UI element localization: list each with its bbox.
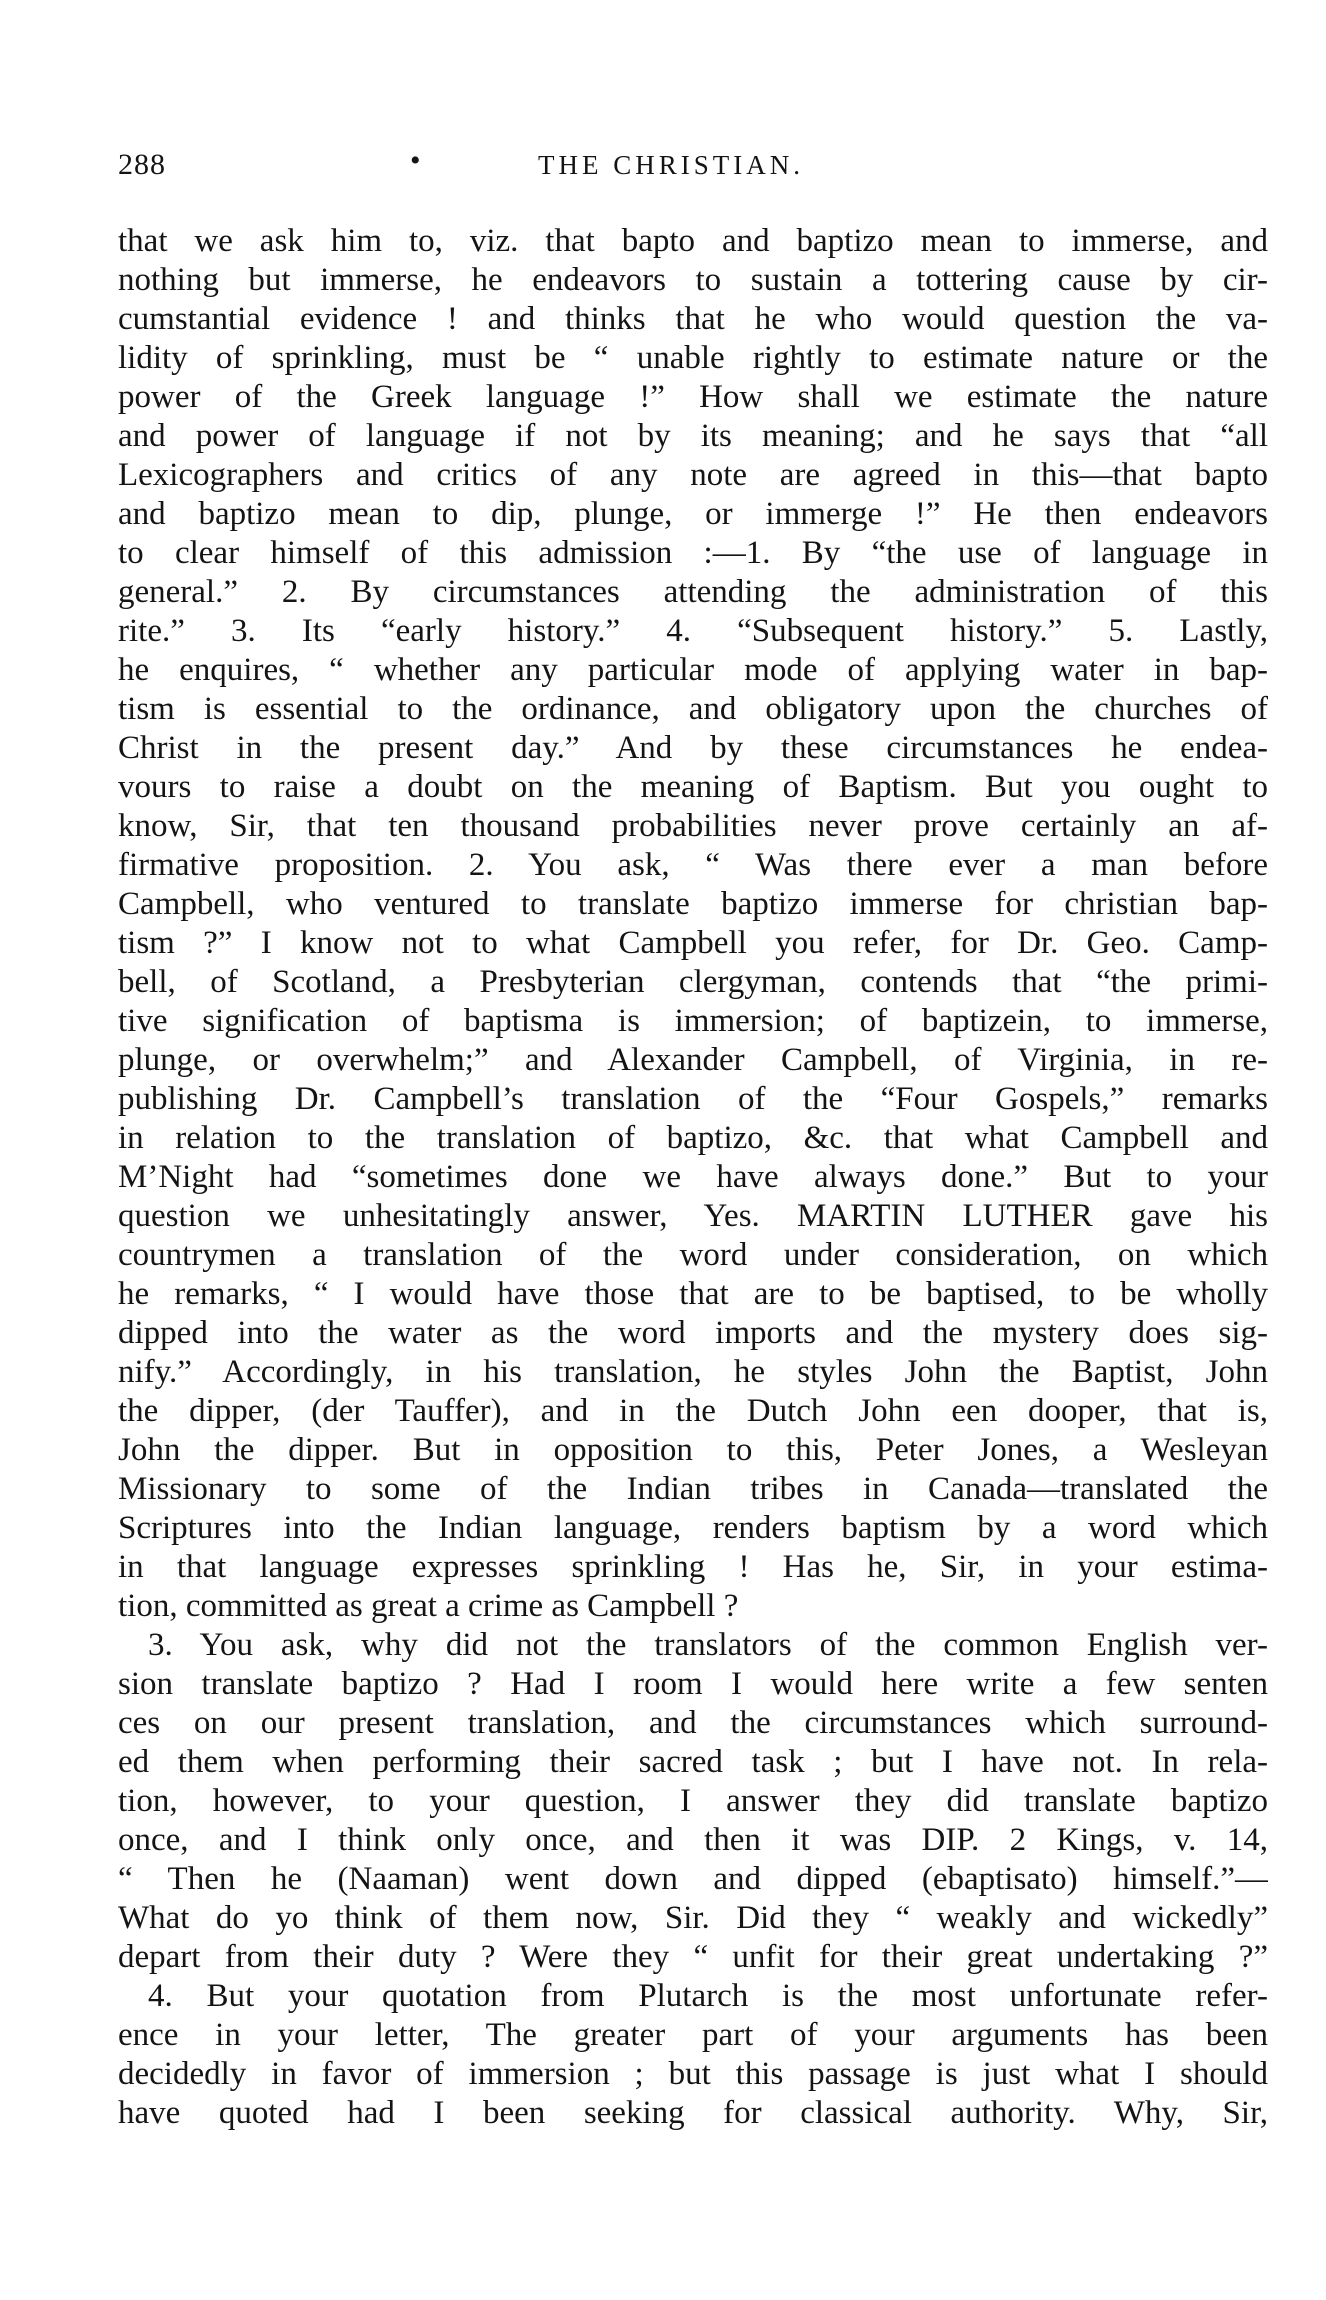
text-line: general.” 2. By circumstances attending the administration of this: [118, 574, 1268, 610]
page-header: [118, 144, 1268, 188]
text-line: he remarks, “ I would have those that are to be baptised, to be wholly: [118, 1276, 1268, 1312]
text-line: Missionary to some of the Indian tribes in Canada—translated the: [118, 1471, 1268, 1507]
text-line: Scriptures into the Indian language, renders baptism by a word which: [118, 1510, 1268, 1546]
header-separator: •: [410, 144, 421, 177]
text-line: that we ask him to, viz. that bapto and baptizo mean to immerse, and: [118, 223, 1268, 259]
text-line: What do yo think of them now, Sir. Did they “ weakly and wickedly”: [118, 1900, 1268, 1936]
running-head: THE CHRISTIAN.: [538, 150, 804, 180]
text-line: John the dipper. But in opposition to this, Peter Jones, a Wesleyan: [118, 1432, 1268, 1468]
text-line: sion translate baptizo ? Had I room I would here write a few senten: [118, 1666, 1268, 1702]
text-line: nify.” Accordingly, in his translation, he styles John the Baptist, John: [118, 1354, 1268, 1390]
text-line: dipped into the water as the word imports and the mystery does sig-: [118, 1315, 1268, 1351]
text-line: Campbell, who ventured to translate baptizo immerse for christian bap-: [118, 886, 1268, 922]
text-line: power of the Greek language !” How shall we estimate the nature: [118, 379, 1268, 415]
body-text: [118, 222, 1268, 2133]
text-line: countrymen a translation of the word under consideration, on which: [118, 1237, 1268, 1273]
paragraph-start-line: 3. You ask, why did not the translators of the common English ver-: [148, 1627, 1268, 1663]
text-line: tism is essential to the ordinance, and obligatory upon the churches of: [118, 691, 1268, 727]
text-line: tism ?” I know not to what Campbell you refer, for Dr. Geo. Camp-: [118, 925, 1268, 961]
text-line: nothing but immerse, he endeavors to sustain a tottering cause by cir-: [118, 262, 1268, 298]
text-line: plunge, or overwhelm;” and Alexander Campbell, of Virginia, in re-: [118, 1042, 1268, 1078]
page-number: 288: [118, 148, 166, 181]
text-line: decidedly in favor of immersion ; but this passage is just what I should: [118, 2056, 1268, 2092]
text-line: publishing Dr. Campbell’s translation of the “Four Gospels,” remarks: [118, 1081, 1268, 1117]
text-line: lidity of sprinkling, must be “ unable rightly to estimate nature or the: [118, 340, 1268, 376]
text-line: and baptizo mean to dip, plunge, or immerge !” He then endeavors: [118, 496, 1268, 532]
text-line: ence in your letter, The greater part of your arguments has been: [118, 2017, 1268, 2053]
text-line: question we unhesitatingly answer, Yes. MARTIN LUTHER gave his: [118, 1198, 1268, 1234]
text-line: M’Night had “sometimes done we have always done.” But to your: [118, 1159, 1268, 1195]
text-line: the dipper, (der Tauffer), and in the Dutch John een dooper, that is,: [118, 1393, 1268, 1429]
text-line: cumstantial evidence ! and thinks that he who would question the va-: [118, 301, 1268, 337]
paragraph-end-line: tion, committed as great a crime as Campbell ?: [118, 1588, 739, 1624]
text-line: have quoted had I been seeking for classical authority. Why, Sir,: [118, 2095, 1268, 2131]
text-line: Lexicographers and critics of any note are agreed in this—that bapto: [118, 457, 1268, 493]
text-line: in relation to the translation of baptizo, &c. that what Campbell and: [118, 1120, 1268, 1156]
text-line: Christ in the present day.” And by these circumstances he endea-: [118, 730, 1268, 766]
text-line: depart from their duty ? Were they “ unfit for their great undertaking ?”: [118, 1939, 1268, 1975]
text-line: rite.” 3. Its “early history.” 4. “Subsequent history.” 5. Lastly,: [118, 613, 1268, 649]
text-line: ces on our present translation, and the circumstances which surround-: [118, 1705, 1268, 1741]
text-line: bell, of Scotland, a Presbyterian clergyman, contends that “the primi-: [118, 964, 1268, 1000]
text-line: tive signification of baptisma is immersion; of baptizein, to immerse,: [118, 1003, 1268, 1039]
text-line: tion, however, to your question, I answer they did translate baptizo: [118, 1783, 1268, 1819]
text-line: once, and I think only once, and then it was DIP. 2 Kings, v. 14,: [118, 1822, 1268, 1858]
paragraph-start-line: 4. But your quotation from Plutarch is the most unfortunate refer-: [148, 1978, 1268, 2014]
text-line: firmative proposition. 2. You ask, “ Was there ever a man before: [118, 847, 1268, 883]
text-line: vours to raise a doubt on the meaning of Baptism. But you ought to: [118, 769, 1268, 805]
text-line: to clear himself of this admission :—1. By “the use of language in: [118, 535, 1268, 571]
text-line: in that language expresses sprinkling ! Has he, Sir, in your estima-: [118, 1549, 1268, 1585]
text-line: and power of language if not by its meaning; and he says that “all: [118, 418, 1268, 454]
text-line: he enquires, “ whether any particular mode of applying water in bap-: [118, 652, 1268, 688]
text-line: ed them when performing their sacred task ; but I have not. In rela-: [118, 1744, 1268, 1780]
text-line: “ Then he (Naaman) went down and dipped (ebaptisato) himself.”—: [118, 1861, 1268, 1897]
text-line: know, Sir, that ten thousand probabilities never prove certainly an af-: [118, 808, 1268, 844]
